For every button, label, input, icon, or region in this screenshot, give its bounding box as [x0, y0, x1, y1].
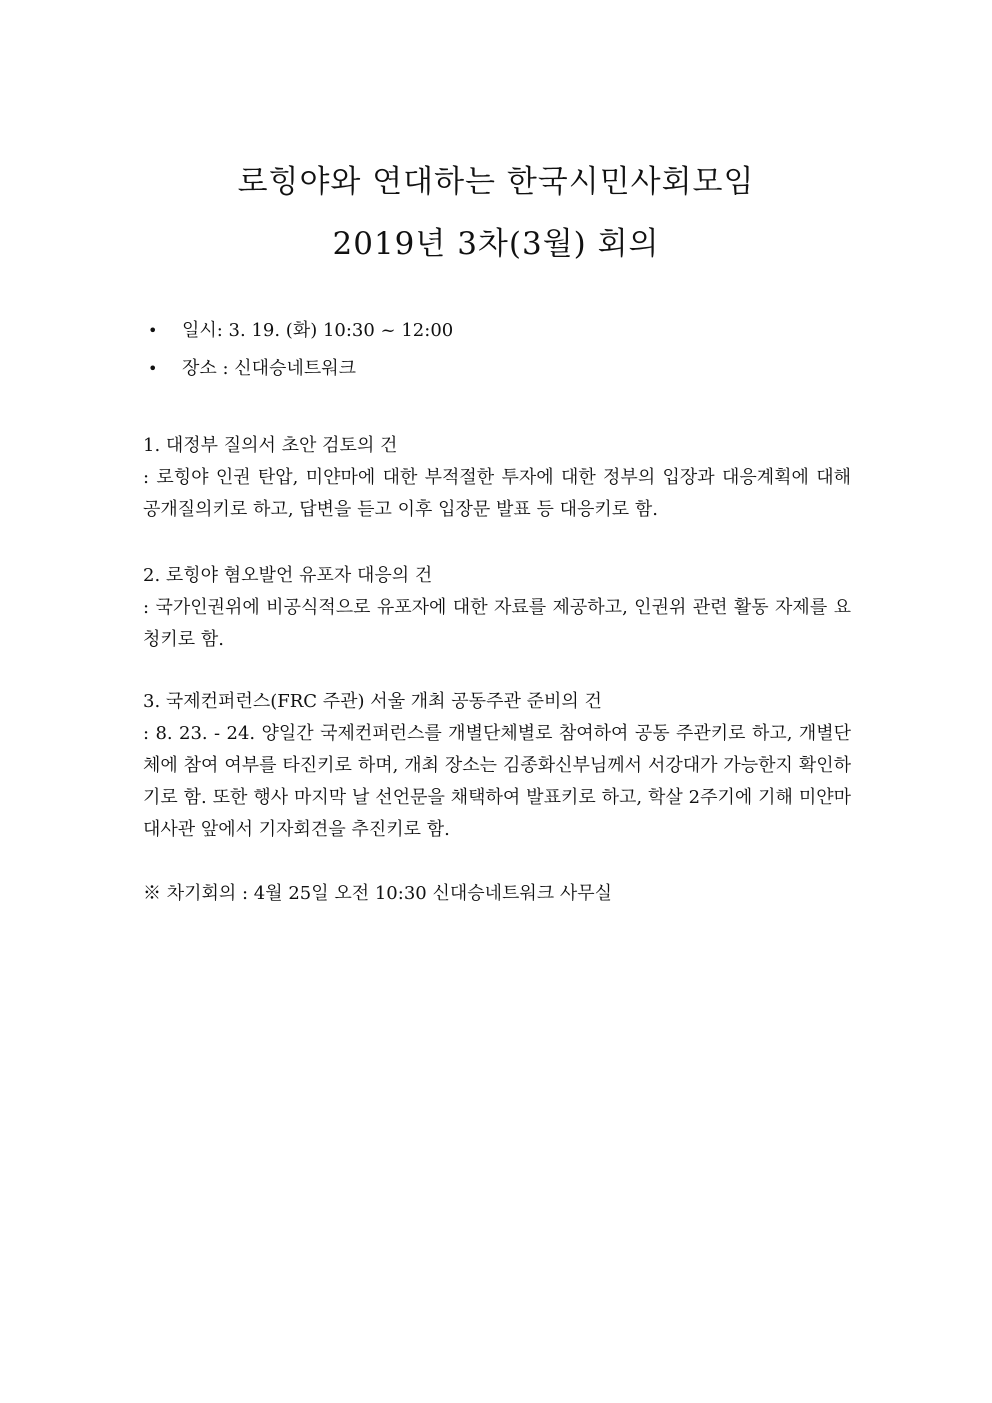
- bullet-icon: •: [148, 359, 158, 378]
- agenda-heading: 3. 국제컨퍼런스(FRC 주관) 서울 개최 공동주관 준비의 건: [143, 691, 602, 712]
- agenda-body: : 국가인권위에 비공식적으로 유포자에 대한 자료를 제공하고, 인권위 관련 활동 자제를 요청키로 함.: [143, 597, 851, 650]
- meta-datetime-text: 일시: 3. 19. (화) 10:30 ~ 12:00: [182, 320, 454, 341]
- meta-item-location: [148, 356, 868, 382]
- document-subtitle: 2019년 3차(3월) 회의: [332, 226, 660, 262]
- agenda-section-1: [143, 430, 851, 526]
- agenda-section-2: [143, 560, 851, 656]
- agenda-body: : 로힝야 인권 탄압, 미얀마에 대한 부적절한 투자에 대한 정부의 입장과 대응계획에 대해 공개질의키로 하고, 답변을 듣고 이후 입장문 발표 등 대응키로 함.: [143, 467, 851, 520]
- document-title: 로힝야와 연대하는 한국시민사회모임: [237, 164, 755, 200]
- agenda-heading: 2. 로힝야 혐오발언 유포자 대응의 건: [143, 565, 433, 586]
- agenda-body: : 8. 23. - 24. 양일간 국제컨퍼런스를 개별단체별로 참여하여 공동 주관키로 하고, 개별단체에 참여 여부를 타진키로 하며, 개최 장소는 김종화신부님께서 서강대가 가능한지 확인하기로 함. 또한 행사 마지막 날 선언문을 채택하여 발표키로 하고, 학살 2주기에 기해 미얀마 대사관 앞에서 기자회견을 추진키로 함.: [143, 723, 851, 840]
- agenda-heading: 1. 대정부 질의서 초안 검토의 건: [143, 435, 398, 456]
- meta-item-datetime: [148, 318, 868, 344]
- meta-location-text: 장소 : 신대승네트워크: [182, 358, 356, 379]
- bullet-icon: •: [148, 321, 158, 340]
- next-meeting-note: ※ 차기회의 : 4월 25일 오전 10:30 신대승네트워크 사무실: [143, 883, 613, 904]
- agenda-section-3: [143, 686, 851, 846]
